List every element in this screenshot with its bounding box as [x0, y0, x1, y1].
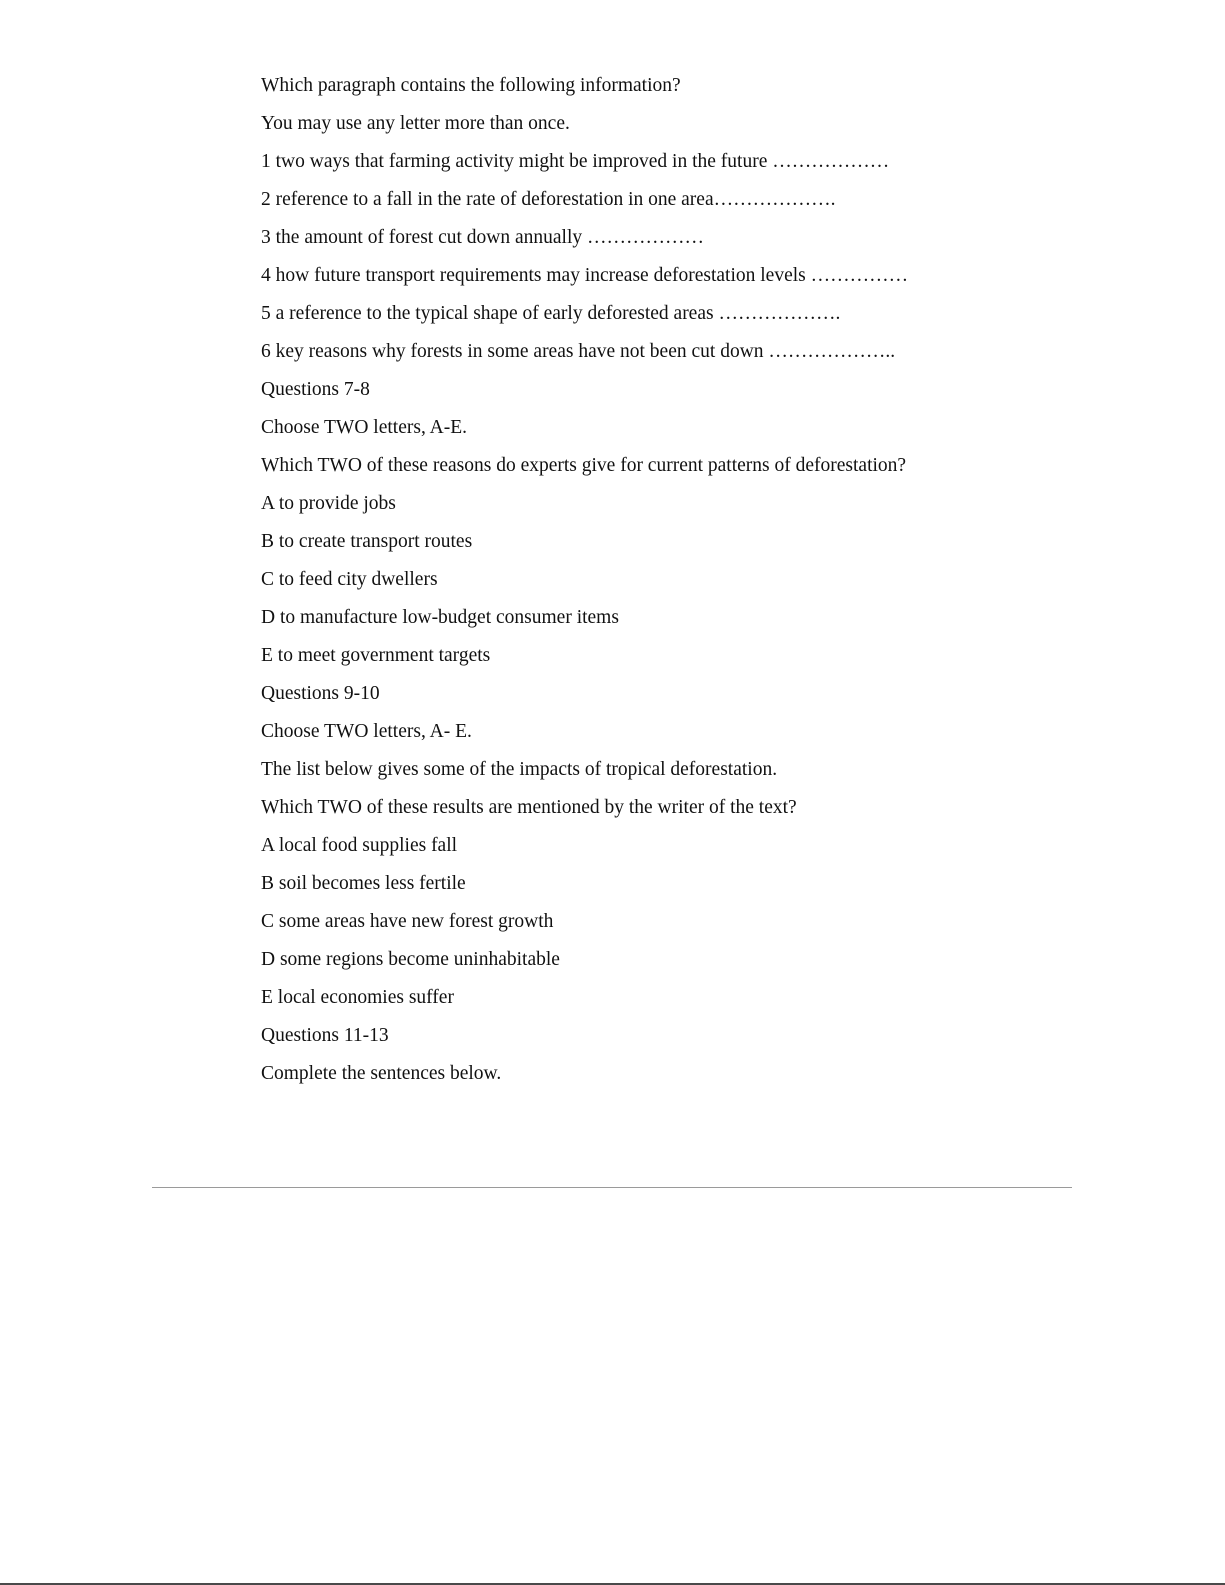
instruction-list-below: The list below gives some of the impacts of tropical deforestation.	[261, 759, 778, 780]
question-3: 3 the amount of forest cut down annually ………………	[261, 227, 705, 248]
instruction-choose-two-9-10: Choose TWO letters, A- E.	[261, 721, 472, 742]
option-9-10-b: B soil becomes less fertile	[261, 873, 466, 894]
option-9-10-e: E local economies suffer	[261, 987, 454, 1008]
instruction-which-paragraph: Which paragraph contains the following information?	[261, 75, 681, 96]
instruction-any-letter: You may use any letter more than once.	[261, 113, 570, 134]
section-heading-questions-9-10: Questions 9-10	[261, 683, 380, 704]
option-7-8-e: E to meet government targets	[261, 645, 491, 666]
option-9-10-d: D some regions become uninhabitable	[261, 949, 560, 970]
instruction-choose-two-7-8: Choose TWO letters, A-E.	[261, 417, 467, 438]
instruction-complete-sentences: Complete the sentences below.	[261, 1063, 502, 1084]
section-heading-questions-11-13: Questions 11-13	[261, 1025, 389, 1046]
option-7-8-c: C to feed city dwellers	[261, 569, 438, 590]
option-7-8-a: A to provide jobs	[261, 493, 396, 514]
question-prompt-9-10: Which TWO of these results are mentioned by the writer of the text?	[261, 797, 797, 818]
option-9-10-c: C some areas have new forest growth	[261, 911, 554, 932]
document-page-content	[261, 67, 1021, 1093]
question-6: 6 key reasons why forests in some areas have not been cut down ………………..	[261, 341, 896, 362]
option-7-8-b: B to create transport routes	[261, 531, 473, 552]
option-7-8-d: D to manufacture low-budget consumer items	[261, 607, 619, 628]
question-prompt-7-8: Which TWO of these reasons do experts give for current patterns of deforestation?	[261, 455, 907, 476]
page-divider	[152, 1187, 1072, 1188]
question-2: 2 reference to a fall in the rate of deforestation in one area……………….	[261, 189, 836, 210]
question-5: 5 a reference to the typical shape of early deforested areas ……………….	[261, 303, 841, 324]
section-heading-questions-7-8: Questions 7-8	[261, 379, 370, 400]
question-4: 4 how future transport requirements may increase deforestation levels ……………	[261, 265, 909, 286]
option-9-10-a: A local food supplies fall	[261, 835, 458, 856]
question-1: 1 two ways that farming activity might be improved in the future ………………	[261, 151, 890, 172]
